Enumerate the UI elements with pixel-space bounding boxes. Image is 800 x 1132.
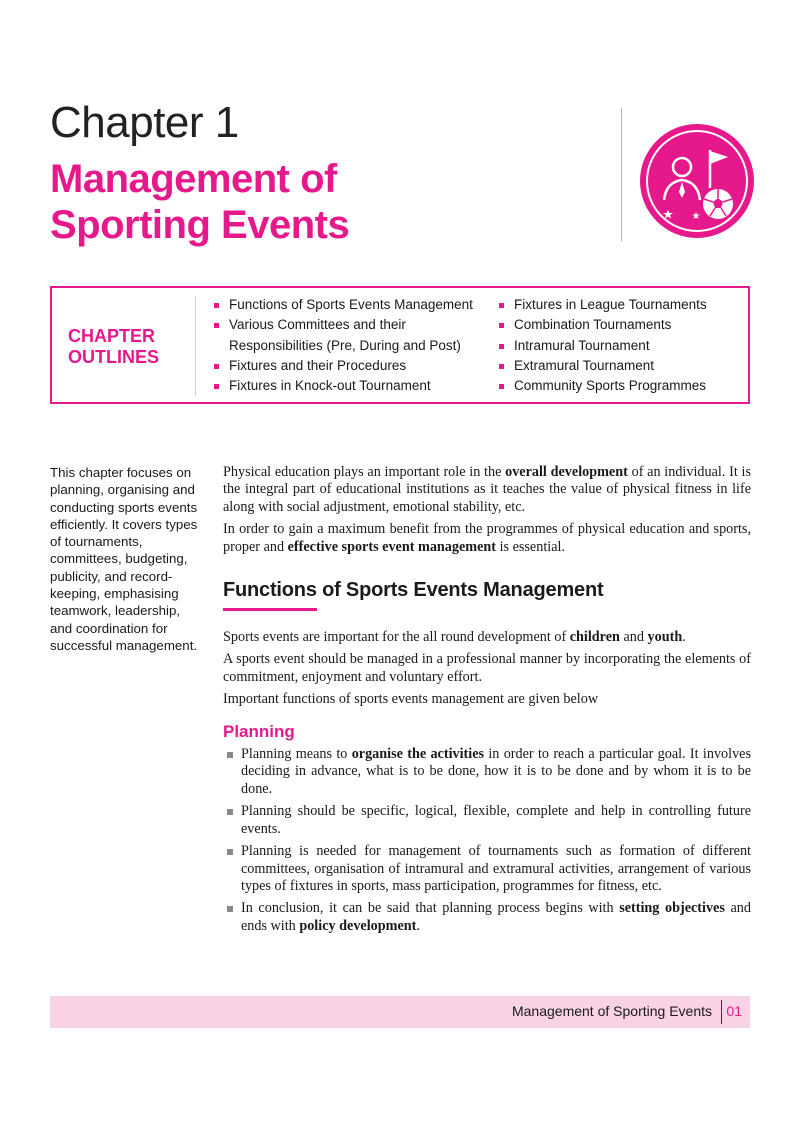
bold-text: youth [647, 629, 683, 646]
outline-item [497, 376, 742, 396]
bullet-square-icon [499, 384, 504, 389]
chapter-outlines-box [50, 286, 750, 404]
list-item [223, 843, 751, 895]
chapter-label: Chapter 1 [50, 98, 239, 147]
planning-heading: Planning [223, 721, 295, 741]
outline-heading-line2: OUTLINES [68, 347, 160, 367]
bold-text: organise the activities [351, 746, 485, 763]
bullet-square-icon [499, 323, 504, 328]
bullet-square-icon [227, 752, 233, 758]
text-run: is essential. [496, 538, 565, 555]
text-run: . [682, 629, 686, 646]
intro-paragraph-2 [223, 521, 751, 556]
bullet-square-icon [499, 303, 504, 308]
outline-item-text: Various Committees and their Responsibilities (Pre, During and Post) [229, 317, 461, 353]
text-run: In conclusion, it can be said that planning process begins with [241, 900, 620, 917]
section-heading: Functions of Sports Events Management [223, 579, 604, 602]
outline-heading [68, 326, 188, 368]
outline-item-text: Intramural Tournament [514, 337, 650, 353]
outline-item [212, 356, 497, 376]
text-run: Planning should be specific, logical, flexible, complete and help in controlling future events. [241, 803, 751, 837]
chapter-summary-note: This chapter focuses on planning, organising and conducting sports events efficiently. It covers types of tournaments, committees, budgeting, publicity, and record-keeping, emphasising teamwork, leadership, and coordination for successful management. [50, 465, 198, 653]
bold-text: overall development [505, 464, 628, 480]
bold-text: effective sports event management [287, 538, 497, 555]
outline-item [497, 336, 742, 356]
bullet-square-icon [214, 364, 219, 369]
outline-item-text: Functions of Sports Events Management [229, 297, 473, 312]
text-run: and ends with [241, 900, 751, 934]
outline-item [497, 315, 742, 335]
text-run: of an individual. It is the integral part of educational institutions as it teaches the value of physical fitness in life along with social adjustment, emotional stability, etc. [223, 464, 751, 515]
list-item [223, 900, 751, 935]
page-number: 01 [726, 1003, 742, 1019]
outline-item-text: Combination Tournaments [514, 317, 672, 333]
text-run: Planning is needed for management of tournaments such as formation of different committees, organisation of intramural and extramural activities, arrangement of various types of fixtures in sports, mass participation, programmes for fitness, etc. [241, 843, 751, 894]
intro-paragraph-1 [223, 464, 751, 516]
bullet-square-icon [499, 344, 504, 349]
bullet-square-icon [227, 849, 233, 855]
section-paragraph-3: Important functions of sports events management are given below [223, 691, 599, 708]
text-run: . [416, 917, 420, 934]
bold-text: policy development [299, 917, 417, 934]
outline-divider [195, 296, 196, 396]
footer-title: Management of Sporting Events [511, 1003, 712, 1019]
text-run: Planning means to [241, 746, 352, 763]
outline-list-right [497, 295, 742, 396]
outline-heading-line1: CHAPTER [68, 326, 156, 346]
section-paragraph-1 [223, 629, 751, 646]
header-divider [621, 108, 622, 241]
bullet-square-icon [214, 323, 219, 328]
main-content [223, 464, 751, 940]
outline-item [212, 315, 497, 356]
outline-item [212, 295, 497, 315]
text-run: Sports events are important for the all round development of [223, 629, 570, 646]
outline-item [212, 376, 497, 396]
section-paragraph-2: A sports event should be managed in a professional manner by incorporating the elements of commitment, enjoyment and voluntary effort. [223, 651, 751, 685]
outline-item-text: Fixtures in Knock-out Tournament [229, 378, 431, 394]
bullet-square-icon [214, 303, 219, 308]
bold-text: setting objectives [619, 900, 725, 917]
outline-item-text: Extramural Tournament [514, 357, 655, 373]
bullet-square-icon [499, 364, 504, 369]
sports-manager-icon [638, 122, 756, 240]
outline-item-text: Community Sports Programmes [514, 378, 707, 394]
bullet-square-icon [214, 384, 219, 389]
bold-text: children [569, 629, 620, 646]
outline-list-left [212, 295, 497, 396]
bullet-square-icon [227, 809, 233, 815]
outline-item [497, 295, 742, 315]
outline-item-text: Fixtures and their Procedures [229, 357, 407, 373]
list-item [223, 746, 751, 798]
chapter-title-line2: Sporting Events [50, 203, 350, 247]
text-run: Physical education plays an important role in the [223, 464, 506, 480]
outline-item [497, 356, 742, 376]
text-run: In order to gain a maximum benefit from the programmes of physical education and sports, proper and [223, 521, 751, 555]
bullet-square-icon [227, 906, 233, 912]
chapter-title-line1: Management of [50, 157, 337, 201]
list-item [223, 803, 751, 838]
planning-list [223, 746, 751, 935]
footer-divider [721, 1000, 722, 1024]
section-heading-underline [223, 608, 317, 611]
text-run: in order to reach a particular goal. It involves deciding in advance, what is to be done, how it is to be done and by whom it is to be done. [241, 746, 751, 797]
page-footer [50, 996, 750, 1028]
text-run: and [619, 629, 648, 646]
chapter-title [50, 156, 570, 248]
outline-item-text: Fixtures in League Tournaments [514, 297, 707, 312]
